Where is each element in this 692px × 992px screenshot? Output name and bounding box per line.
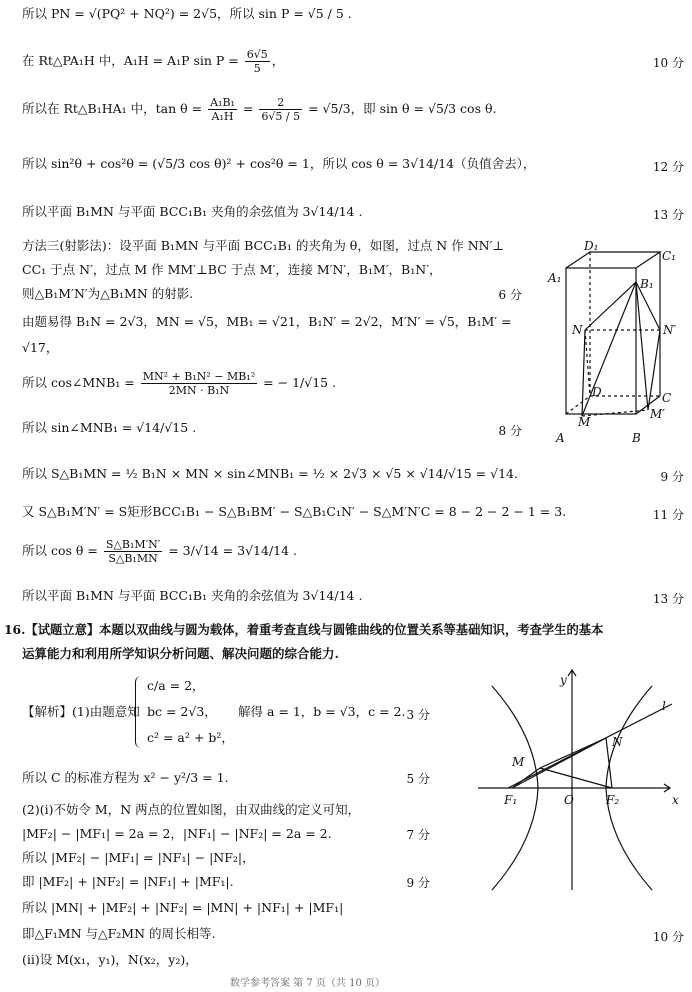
text-line-16: 所以平面 B₁MN 与平面 BCC₁B₁ 夹角的余弦值为 3√14/14 . xyxy=(22,588,363,603)
text-line-26: 即△F₁MN 与△F₂MN 的周长相等. xyxy=(22,926,216,941)
text-line-4: 所以 sin²θ + cos²θ = (√5/3 cos θ)² + cos²θ = 1，所以 cos θ = 3√14/14（负值舍去）， xyxy=(22,156,536,171)
fraction-numerator: MN² + B₁N² − MB₁² xyxy=(142,370,256,383)
text-line-11-tail: = − 1/√15 . xyxy=(263,375,337,390)
analysis-lead: 【解析】(1)由题意知 xyxy=(22,704,140,719)
score-3: 3 分 xyxy=(406,708,430,722)
text-line-2: 在 Rt△PA₁H 中，A₁H = A₁P sin P = $\frac{6√5}{5}$ ， xyxy=(22,48,285,75)
label-d1: D₁ xyxy=(584,239,599,253)
fraction-denominator: S△B₁MN xyxy=(108,552,158,565)
text-line-21: (2)(i)不妨令 M，N 两点的位置如图，由双曲线的定义可知， xyxy=(22,802,361,817)
fraction-denominator: 2MN · B₁N xyxy=(168,384,230,397)
fraction-numerator: 6√5 xyxy=(246,48,268,61)
text-line-3-tail: = √5/3，即 sin θ = √5/3 cos θ. xyxy=(308,101,497,116)
segment-nd xyxy=(585,330,590,396)
label-m: M xyxy=(578,415,591,429)
fraction xyxy=(259,96,302,123)
equation-brace xyxy=(135,676,144,748)
text-line-3 xyxy=(22,96,496,123)
score-6: 6 分 xyxy=(498,288,522,302)
score-11: 11 分 xyxy=(652,508,684,522)
label-b: B xyxy=(632,431,641,445)
text-line-15-lead: 所以 cos θ = xyxy=(22,543,98,558)
segment-mn xyxy=(540,738,606,768)
segment-f1m xyxy=(512,768,540,788)
label-f2: F₂ xyxy=(606,793,620,807)
prism-figure xyxy=(538,230,688,450)
text-line-25: 所以 |MN| + |MF₂| + |NF₂| = |MN| + |NF₁| + |MF₁| xyxy=(22,900,344,915)
text-line-22: |MF₂| − |MF₁| = 2a = 2，|NF₁| − |NF₂| = 2a = 2. xyxy=(22,826,332,841)
text-line-5: 所以平面 B₁MN 与平面 BCC₁B₁ 夹角的余弦值为 3√14/14 . xyxy=(22,204,363,219)
fraction xyxy=(141,370,257,397)
score-9: 9 分 xyxy=(660,470,684,484)
system-eq-1: c/a = 2， xyxy=(147,678,205,693)
label-c: C xyxy=(662,391,672,405)
text-line-24: 即 |MF₂| + |NF₂| = |NF₁| + |MF₁|. xyxy=(22,874,234,889)
label-m-prime: M′ xyxy=(650,407,666,421)
label-d: D xyxy=(592,385,602,399)
label-x: x xyxy=(672,793,679,807)
text-line-27: (ii)设 M(x₁，y₁)，N(x₂，y₂)， xyxy=(22,952,198,967)
equals-sign: = xyxy=(242,101,254,116)
segment-nb1 xyxy=(585,282,636,330)
text-line-20: 所以 C 的标准方程为 x² − y²/3 = 1. xyxy=(22,770,229,785)
segment-f1n xyxy=(512,738,606,788)
score-13: 13 分 xyxy=(652,208,684,222)
text-line-9: 由题易得 B₁N = 2√3，MN = √5，MB₁ = √21，B₁N′ = 2√2，M′N′ = √5，B₁M′ = xyxy=(22,314,512,329)
text-line-3-lead: 所以在 Rt△B₁HA₁ 中，tan θ = xyxy=(22,101,203,116)
label-n: N xyxy=(612,735,623,749)
text-line-12: 所以 sin∠MNB₁ = √14/√15 . xyxy=(22,420,197,435)
fraction-numerator: S△B₁M′N′ xyxy=(105,538,161,551)
label-b1: B₁ xyxy=(640,277,654,291)
score-8: 8 分 xyxy=(498,424,522,438)
fraction xyxy=(104,538,162,565)
label-l: l xyxy=(662,699,666,713)
text-line-10: √17， xyxy=(22,340,59,355)
system-solution: 解得 a = 1，b = √3，c = 2. xyxy=(238,704,406,719)
system-eq-2: bc = 2√3， xyxy=(147,704,217,719)
score-12: 12 分 xyxy=(652,160,684,174)
label-m: M xyxy=(512,755,525,769)
score-13b: 13 分 xyxy=(652,592,684,606)
label-n-prime: N′ xyxy=(663,323,677,337)
text-line-14: 又 S△B₁M′N′ = S矩形BCC₁B₁ − S△B₁BM′ − S△B₁C₁N′ − S△M′N′C = 8 − 2 − 2 − 1 = 3. xyxy=(22,504,567,519)
fraction xyxy=(208,96,237,123)
text-line-15-tail: = 3/√14 = 3√14/14 . xyxy=(168,543,298,558)
fraction-numerator: 2 xyxy=(259,96,302,110)
text-line-2-lead: 在 Rt△PA₁H 中，A₁H = A₁P sin P = xyxy=(22,53,239,68)
system-eq-3: c² = a² + b²， xyxy=(147,730,234,745)
score-5: 5 分 xyxy=(406,772,430,786)
page-footer: 数学参考答案 第 7 页（共 10 页） xyxy=(230,978,385,989)
text-line-15 xyxy=(22,538,297,565)
text-line-6: 方法三(射影法)：设平面 B₁MN 与平面 BCC₁B₁ 的夹角为 θ，如图，过点 N 作 NN′⊥ xyxy=(22,238,505,253)
prism-top-face xyxy=(566,252,660,268)
fraction-denominator: 6√5 / 5 xyxy=(261,110,301,123)
text-line-11-lead: 所以 cos∠MNB₁ = xyxy=(22,375,135,390)
fraction-numerator: A₁B₁ xyxy=(210,96,235,109)
text-line-23: 所以 |MF₂| − |MF₁| = |NF₁| − |NF₂|， xyxy=(22,850,255,865)
text-line-11 xyxy=(22,370,336,397)
fraction-denominator: 5 xyxy=(253,62,261,75)
label-a: A xyxy=(556,431,565,445)
label-y: y xyxy=(560,673,567,687)
label-o: O xyxy=(564,793,574,807)
text-line-8: 则△B₁M′N′为△B₁MN 的射影. xyxy=(22,286,194,301)
segment-mn xyxy=(582,330,585,416)
label-n: N xyxy=(572,323,583,337)
score-7: 7 分 xyxy=(406,828,430,842)
problem-16-intent: 16.【试题立意】本题以双曲线与圆为载体，着重考查直线与圆锥曲线的位置关系等基础知识，考查学生的基本 xyxy=(4,622,604,637)
score-10: 10 分 xyxy=(652,56,684,70)
fraction-denominator: A₁H xyxy=(211,110,234,123)
text-line-13: 所以 S△B₁MN = ½ B₁N × MN × sin∠MNB₁ = ½ × 2√3 × √5 × √14/√15 = √14. xyxy=(22,466,518,481)
label-a1: A₁ xyxy=(548,271,562,285)
text-line-1: 所以 PN = √(PQ² + NQ²) = 2√5，所以 sin P = √5 / 5 . xyxy=(22,6,352,21)
score-9b: 9 分 xyxy=(406,876,430,890)
label-c1: C₁ xyxy=(662,249,676,263)
problem-16-intent-cont: 运算能力和利用所学知识分析问题、解决问题的综合能力. xyxy=(22,646,339,661)
text-line-7: CC₁ 于点 N′，过点 M 作 MM′⊥BC 于点 M′，连接 M′N′，B₁M′，B₁N′， xyxy=(22,262,442,277)
fraction xyxy=(245,48,270,75)
score-10b: 10 分 xyxy=(652,930,684,944)
segment-mf2 xyxy=(540,768,612,788)
hyperbola-figure xyxy=(474,664,686,894)
label-f1: F₁ xyxy=(504,793,518,807)
